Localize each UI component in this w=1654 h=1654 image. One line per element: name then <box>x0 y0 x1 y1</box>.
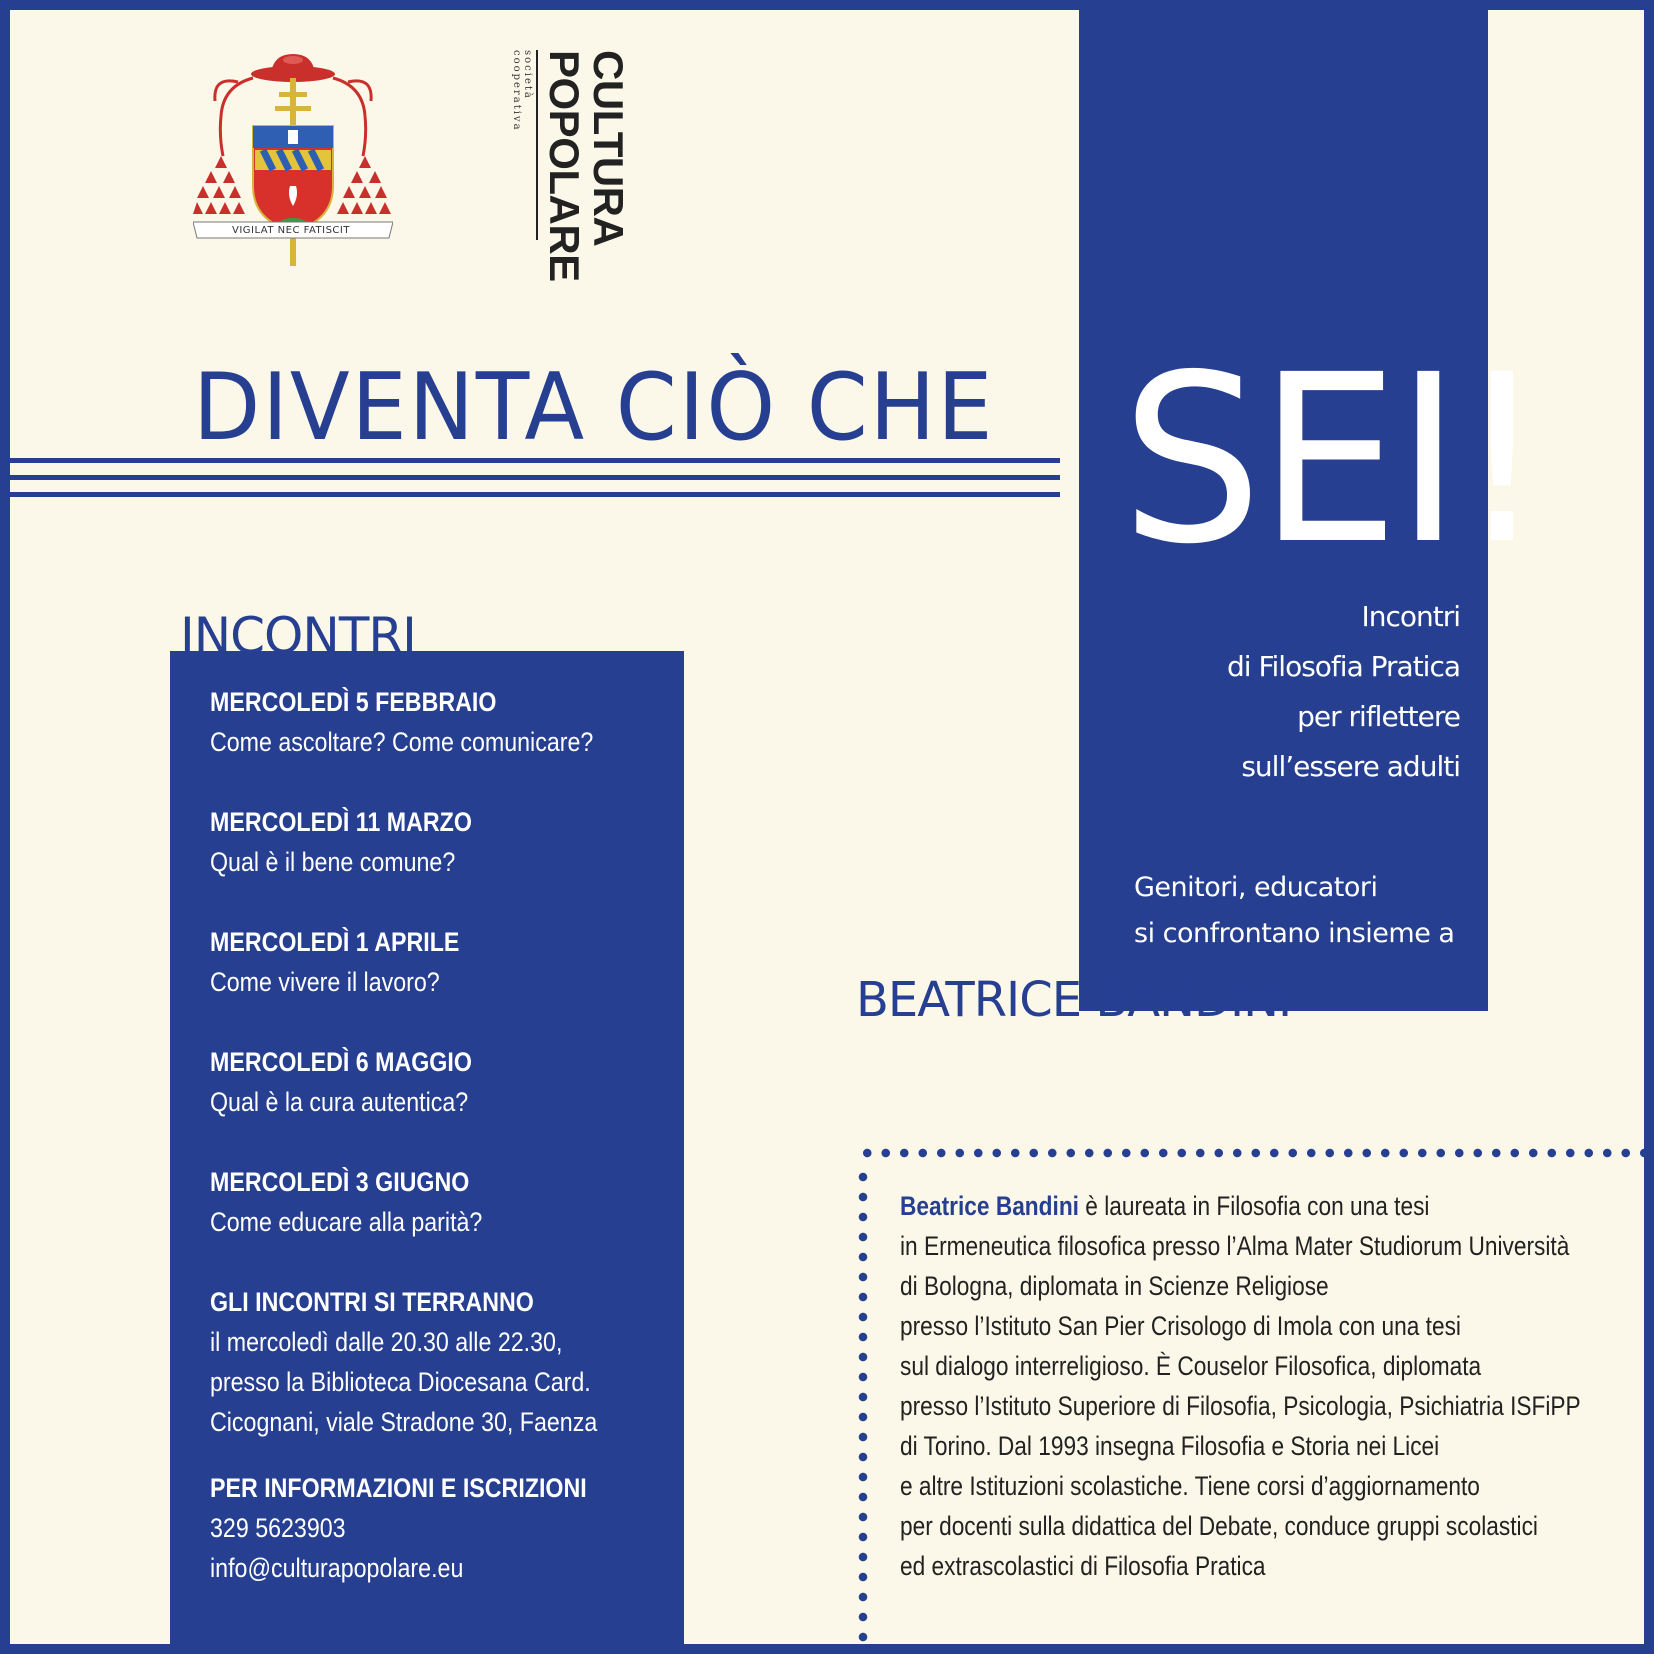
event-item <box>210 682 670 802</box>
logo-sub-societa: società <box>522 50 533 100</box>
logo-divider <box>536 50 538 240</box>
venue-line: presso la Biblioteca Diocesana Card. <box>210 1367 591 1397</box>
event-date: MERCOLEDÌ 11 MARZO <box>210 807 472 837</box>
bio-line: presso l’Istituto Superiore di Filosofia, Psicologia, Psichiatria ISFiPP <box>900 1391 1581 1421</box>
bio-line: sul dialogo interreligioso. È Couselor Filosofica, diplomata <box>900 1351 1482 1381</box>
venue-line: Cicognani, viale Stradone 30, Faenza <box>210 1407 598 1437</box>
contact-heading: PER INFORMAZIONI E ISCRIZIONI <box>210 1473 587 1503</box>
audience-line: si confrontano insieme a <box>1134 918 1455 949</box>
speaker-name <box>856 970 1356 1030</box>
bio-line: e altre Istituzioni scolastiche. Tiene corsi d’aggiornamento <box>900 1471 1480 1501</box>
event-item <box>210 1042 670 1162</box>
event-date: MERCOLEDÌ 5 FEBBRAIO <box>210 687 497 717</box>
bio-line: per docenti sulla didattica del Debate, conduce gruppi scolastici <box>900 1511 1538 1541</box>
contact-phone[interactable]: 329 5623903 <box>210 1513 346 1543</box>
event-date: MERCOLEDÌ 3 GIUGNO <box>210 1167 470 1197</box>
subtitle-line: per riflettere <box>1297 700 1460 733</box>
crest-motto: VIGILAT NEC FATISCIT <box>232 225 350 236</box>
bio-first-line: è laureata in Filosofia con una tesi <box>1078 1191 1430 1221</box>
main-title: DIVENTA CIÒ CHE <box>193 353 995 461</box>
stripe-3 <box>10 492 1060 497</box>
event-item <box>210 802 670 922</box>
logo-line-cultura: CULTURA <box>585 50 632 247</box>
stripe-2 <box>10 475 1060 480</box>
venue-heading: GLI INCONTRI SI TERRANNO <box>210 1287 534 1317</box>
bio-line: ed extrascolastici di Filosofia Pratica <box>900 1551 1266 1581</box>
audience-line: Genitori, educatori <box>1134 872 1378 903</box>
speaker-bio <box>900 1186 1654 1596</box>
speaker-first-name: BEATRICE <box>856 972 1082 1028</box>
title-highlight: SEI! <box>1121 325 1543 595</box>
logo-line-popolare: POPOLARE <box>541 50 588 282</box>
venue-info <box>210 1282 670 1468</box>
bio-line: in Ermeneutica filosofica presso l’Alma Mater Studiorum Università <box>900 1231 1570 1261</box>
contact-info <box>210 1468 670 1588</box>
schedule <box>210 682 670 1612</box>
cultura-popolare-logo <box>511 50 632 282</box>
bio-line: presso l’Istituto San Pier Crisologo di Imola con una tesi <box>900 1311 1461 1341</box>
event-item <box>210 1162 670 1282</box>
dotted-border-left <box>858 1167 868 1654</box>
subtitle <box>1120 592 1460 792</box>
subtitle-line: di Filosofia Pratica <box>1227 650 1460 683</box>
subtitle-line: Incontri <box>1361 600 1460 633</box>
speaker-last-name: BANDINI <box>1095 972 1292 1028</box>
audience-text <box>1134 865 1474 965</box>
bio-line: di Bologna, diplomata in Scienze Religiose <box>900 1271 1329 1301</box>
event-item <box>210 922 670 1042</box>
contact-email[interactable]: info@culturapopolare.eu <box>210 1553 464 1583</box>
event-question: Qual è il bene comune? <box>210 847 456 877</box>
event-date: MERCOLEDÌ 6 MAGGIO <box>210 1047 472 1077</box>
event-question: Come educare alla parità? <box>210 1207 483 1237</box>
bio-line: di Torino. Dal 1993 insegna Filosofia e Storia nei Licei <box>900 1431 1440 1461</box>
event-question: Qual è la cura autentica? <box>210 1087 469 1117</box>
bio-line <box>900 1186 1538 1226</box>
bio-speaker-name: Beatrice Bandini <box>900 1191 1079 1221</box>
event-date: MERCOLEDÌ 1 APRILE <box>210 927 460 957</box>
event-question: Come vivere il lavoro? <box>210 967 440 997</box>
venue-line: il mercoledì dalle 20.30 alle 22.30, <box>210 1327 563 1357</box>
event-question: Come ascoltare? Come comunicare? <box>210 727 594 757</box>
subtitle-line: sull’essere adulti <box>1241 750 1460 783</box>
logo-sub-cooperativa: cooperativa <box>511 50 522 132</box>
schedule-label: INCONTRI <box>180 607 416 655</box>
dotted-border-top <box>858 1148 1654 1158</box>
